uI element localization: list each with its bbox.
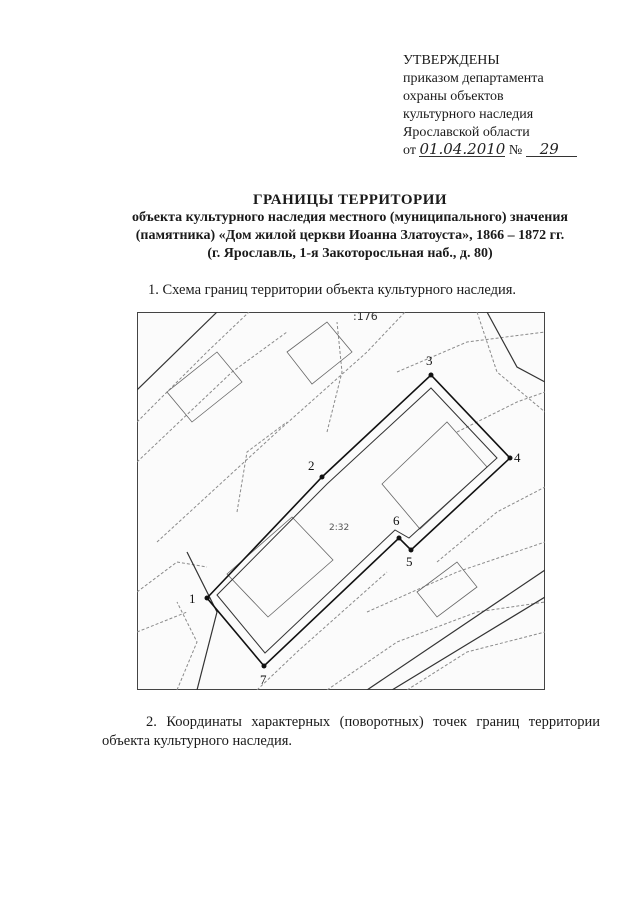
document-heading [90, 191, 610, 263]
approval-line-2: приказом департамента [403, 71, 544, 86]
point-2-marker [320, 475, 325, 480]
parcel-label: 2:32 [329, 523, 350, 533]
section-1-text: 1. Схема границ территории объекта культурного наследия. [148, 282, 517, 298]
point-4-label: 4 [514, 450, 521, 465]
approval-line-1: УТВЕРЖДЕНЫ [403, 53, 500, 68]
approval-date-line [403, 142, 603, 160]
point-1-marker [205, 596, 210, 601]
section-2-paragraph: 2. Координаты характерных (поворотных) точек границ территории объекта культурного наследия. [102, 714, 600, 749]
point-3-marker [429, 373, 434, 378]
point-5-label: 5 [406, 554, 413, 569]
number-prefix: № [508, 143, 523, 158]
approval-line-3: охраны объектов [403, 89, 504, 104]
point-6-label: 6 [393, 513, 400, 528]
heading-line-2: (памятника) «Дом жилой церкви Иоанна Златоуста», 1866 – 1872 гг. [135, 228, 565, 243]
approval-date: 01.04.2010 [419, 140, 506, 158]
point-2-label: 2 [308, 458, 315, 473]
point-7-label: 7 [260, 672, 267, 687]
section-2-text [102, 713, 600, 751]
heading-line-1: объекта культурного наследия местного (муниципального) значения [131, 210, 568, 225]
page-title: ГРАНИЦЫ ТЕРРИТОРИИ [252, 192, 448, 208]
point-5-marker [409, 548, 414, 553]
date-prefix: от [403, 143, 416, 158]
point-6-marker [397, 536, 402, 541]
point-1-label: 1 [189, 591, 196, 606]
approval-block [403, 52, 603, 160]
point-7-marker [262, 664, 267, 669]
boundary-map [137, 312, 545, 690]
approval-line-4: культурного наследия [403, 107, 534, 122]
boundary-map-svg [137, 312, 545, 690]
point-3-label: 3 [426, 353, 433, 368]
map-frame [138, 313, 545, 690]
approval-number: 29 [526, 142, 577, 157]
point-4-marker [508, 456, 513, 461]
approval-line-5: Ярославской области [403, 125, 530, 140]
map-top-label: :176 [353, 312, 378, 323]
heading-line-3: (г. Ярославль, 1-я Закоторосльная наб., д. 80) [207, 246, 493, 261]
